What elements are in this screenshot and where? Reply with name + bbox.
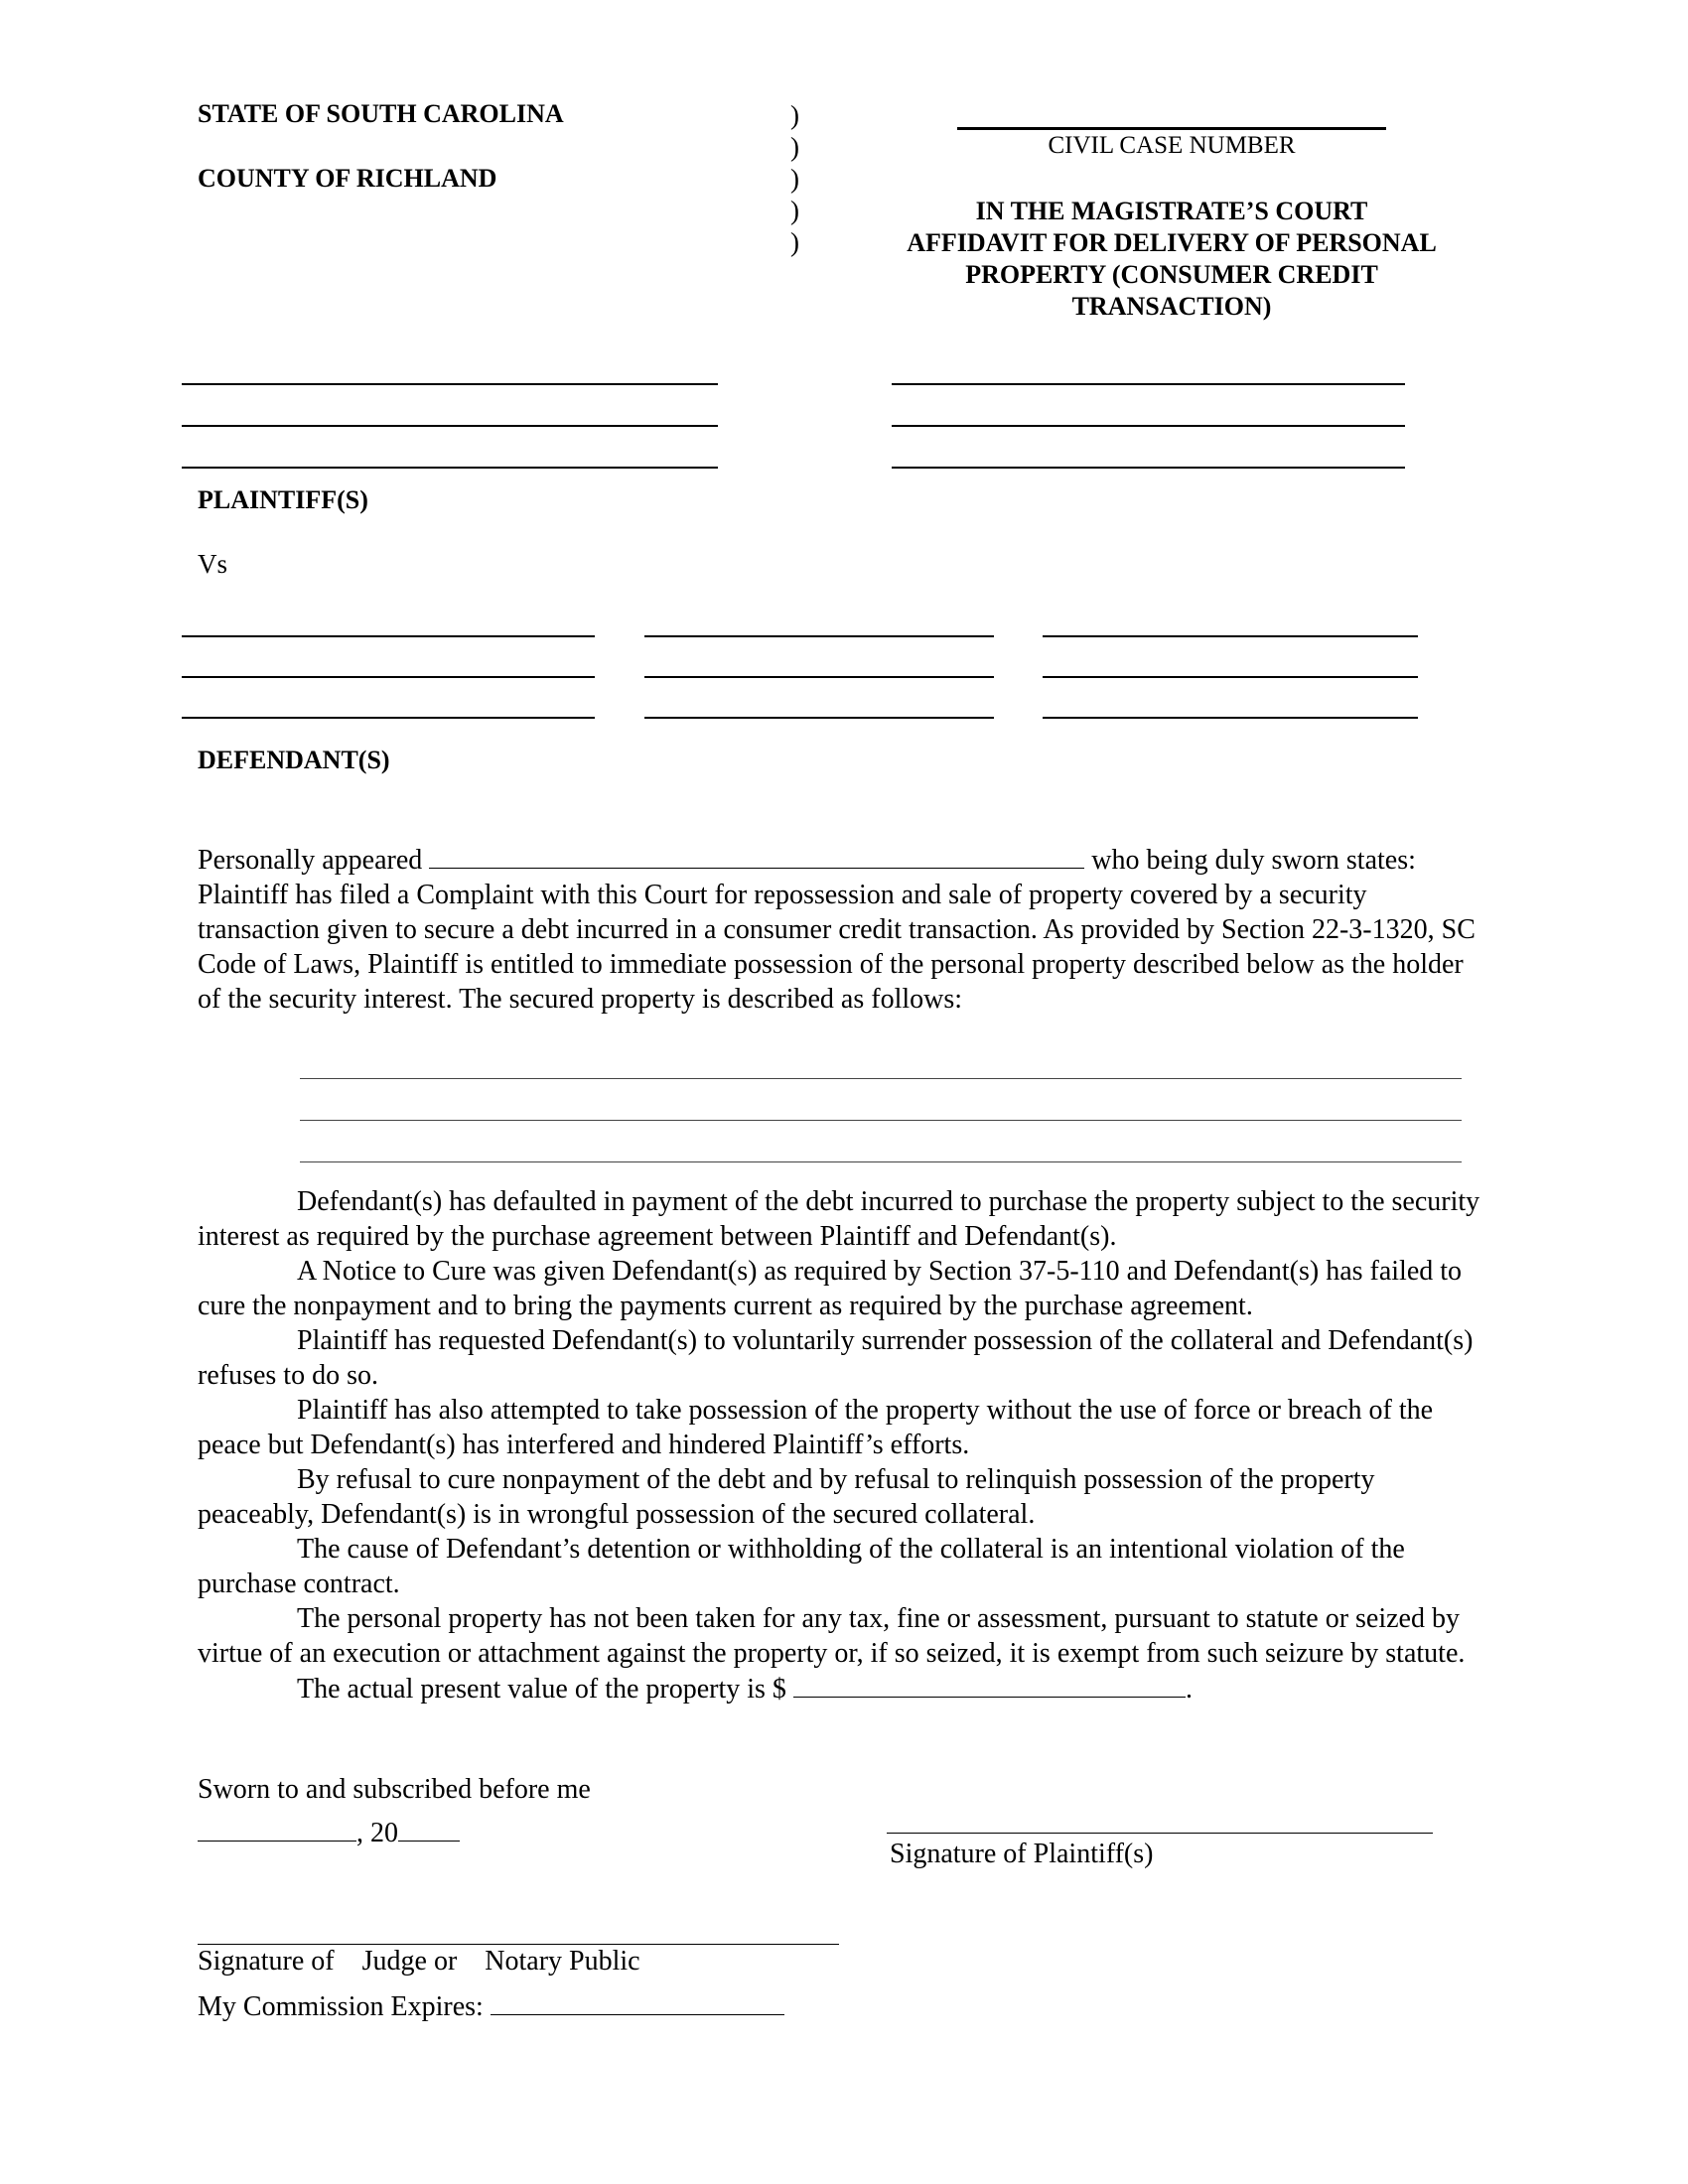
court-title-line-2: AFFIDAVIT FOR DELIVERY OF PERSONAL <box>907 228 1437 257</box>
commission-expires-label: My Commission Expires: <box>198 1991 484 2022</box>
plaintiff-blank-2[interactable] <box>182 425 718 427</box>
plaintiff-signature-line[interactable] <box>887 1833 1433 1834</box>
defendant-label: DEFENDANT(S) <box>198 746 390 774</box>
paren-1: ) <box>790 100 799 130</box>
defendant-blank-6[interactable] <box>644 717 994 719</box>
state-label: STATE OF SOUTH CAROLINA <box>198 99 564 128</box>
paragraph-cause-of-detention: The cause of Defendant’s detention or withholding of the collateral is an intentional violation of the purchase contract. <box>198 1534 1405 1599</box>
sworn-date-blank[interactable] <box>198 1815 356 1842</box>
plaintiff-blank-3[interactable] <box>182 467 718 469</box>
statement-paragraphs <box>198 1184 1493 1706</box>
court-title-line-3: PROPERTY (CONSUMER CREDIT <box>965 260 1378 289</box>
court-title-line-1: IN THE MAGISTRATE’S COURT <box>975 197 1368 225</box>
sworn-date <box>198 1815 460 1850</box>
court-title <box>874 196 1470 323</box>
plaintiff-blank-5[interactable] <box>892 425 1405 427</box>
paren-3: ) <box>790 164 799 194</box>
appeared-prefix: Personally appeared <box>198 845 423 876</box>
case-number-line[interactable] <box>957 127 1386 130</box>
defendant-blank-2[interactable] <box>182 676 595 678</box>
property-value-blank[interactable] <box>793 1671 1186 1698</box>
paragraph-property-value: The actual present value of the property is $ . <box>198 1671 1493 1706</box>
vs-label: Vs <box>198 549 228 579</box>
defendant-blank-9[interactable] <box>1043 717 1418 719</box>
paren-5: ) <box>790 227 799 257</box>
appeared-suffix: who being duly sworn states: <box>1091 845 1416 876</box>
paren-2: ) <box>790 132 799 162</box>
defendant-blank-1[interactable] <box>182 635 595 637</box>
plaintiff-signature-label: Signature of Plaintiff(s) <box>890 1839 1154 1869</box>
property-line-2[interactable] <box>300 1120 1462 1121</box>
affiant-name-blank[interactable] <box>429 842 1084 869</box>
paragraph-default: Defendant(s) has defaulted in payment of the debt incurred to purchase the property subject to the security interest as required by the purchase agreement between Plaintiff and Defendant(s). <box>198 1186 1480 1252</box>
defendant-blank-5[interactable] <box>644 676 994 678</box>
paragraph-possession-attempt: Plaintiff has also attempted to take possession of the property without the use of force or breach of the peace but Defendant(s) has interfered and hindered Plaintiff’s efforts. <box>198 1395 1434 1460</box>
commission-expires-blank[interactable] <box>491 1988 784 2015</box>
court-title-line-4: TRANSACTION) <box>1071 292 1272 321</box>
paren-4: ) <box>790 196 799 225</box>
defendant-blank-3[interactable] <box>182 717 595 719</box>
paragraph-surrender-request: Plaintiff has requested Defendant(s) to voluntarily surrender possession of the collateral and Defendant(s) refuses to do so. <box>198 1325 1474 1391</box>
property-line-1[interactable] <box>300 1078 1462 1079</box>
judge-signature-label: Signature of Judge or Notary Public <box>198 1946 640 1977</box>
caption-parentheses <box>790 99 799 258</box>
plaintiff-label: PLAINTIFF(S) <box>198 485 368 514</box>
paragraph-notice-to-cure: A Notice to Cure was given Defendant(s) as required by Section 37-5-110 and Defendant(s) has failed to cure the nonpayment and to bring the payments current as required by the purchase agreement. <box>198 1256 1463 1321</box>
case-number-label: CIVIL CASE NUMBER <box>1048 132 1296 159</box>
sworn-year-prefix: , 20 <box>356 1818 398 1848</box>
plaintiff-blank-6[interactable] <box>892 467 1405 469</box>
affidavit-intro <box>198 842 1483 1017</box>
plaintiff-blank-4[interactable] <box>892 383 1405 385</box>
plaintiff-blank-1[interactable] <box>182 383 718 385</box>
intro-text: Plaintiff has filed a Complaint with this Court for repossession and sale of property covered by a security transaction given to secure a debt incurred in a consumer credit transaction. As provided by Section 22-3-1320, SC Code of Laws, Plaintiff is entitled to immediate possession of the personal property described below as the holder of the security interest. The secured property is described as follows: <box>198 880 1476 1015</box>
defendant-blank-7[interactable] <box>1043 635 1418 637</box>
sworn-year-blank[interactable] <box>398 1815 460 1842</box>
sworn-statement: Sworn to and subscribed before me <box>198 1774 591 1805</box>
property-line-3[interactable] <box>300 1161 1462 1162</box>
paragraph-not-seized: The personal property has not been taken for any tax, fine or assessment, pursuant to statute or seized by virtue of an execution or attachment against the property or, if so seized, it is exempt from such seizure by statute. <box>198 1603 1466 1669</box>
paragraph-wrongful-possession: By refusal to cure nonpayment of the debt and by refusal to relinquish possession of the property peaceably, Defendant(s) is in wrongful possession of the secured collateral. <box>198 1464 1375 1530</box>
defendant-blank-8[interactable] <box>1043 676 1418 678</box>
commission-expires <box>198 1988 784 2024</box>
county-label: COUNTY OF RICHLAND <box>198 164 497 193</box>
defendant-blank-4[interactable] <box>644 635 994 637</box>
